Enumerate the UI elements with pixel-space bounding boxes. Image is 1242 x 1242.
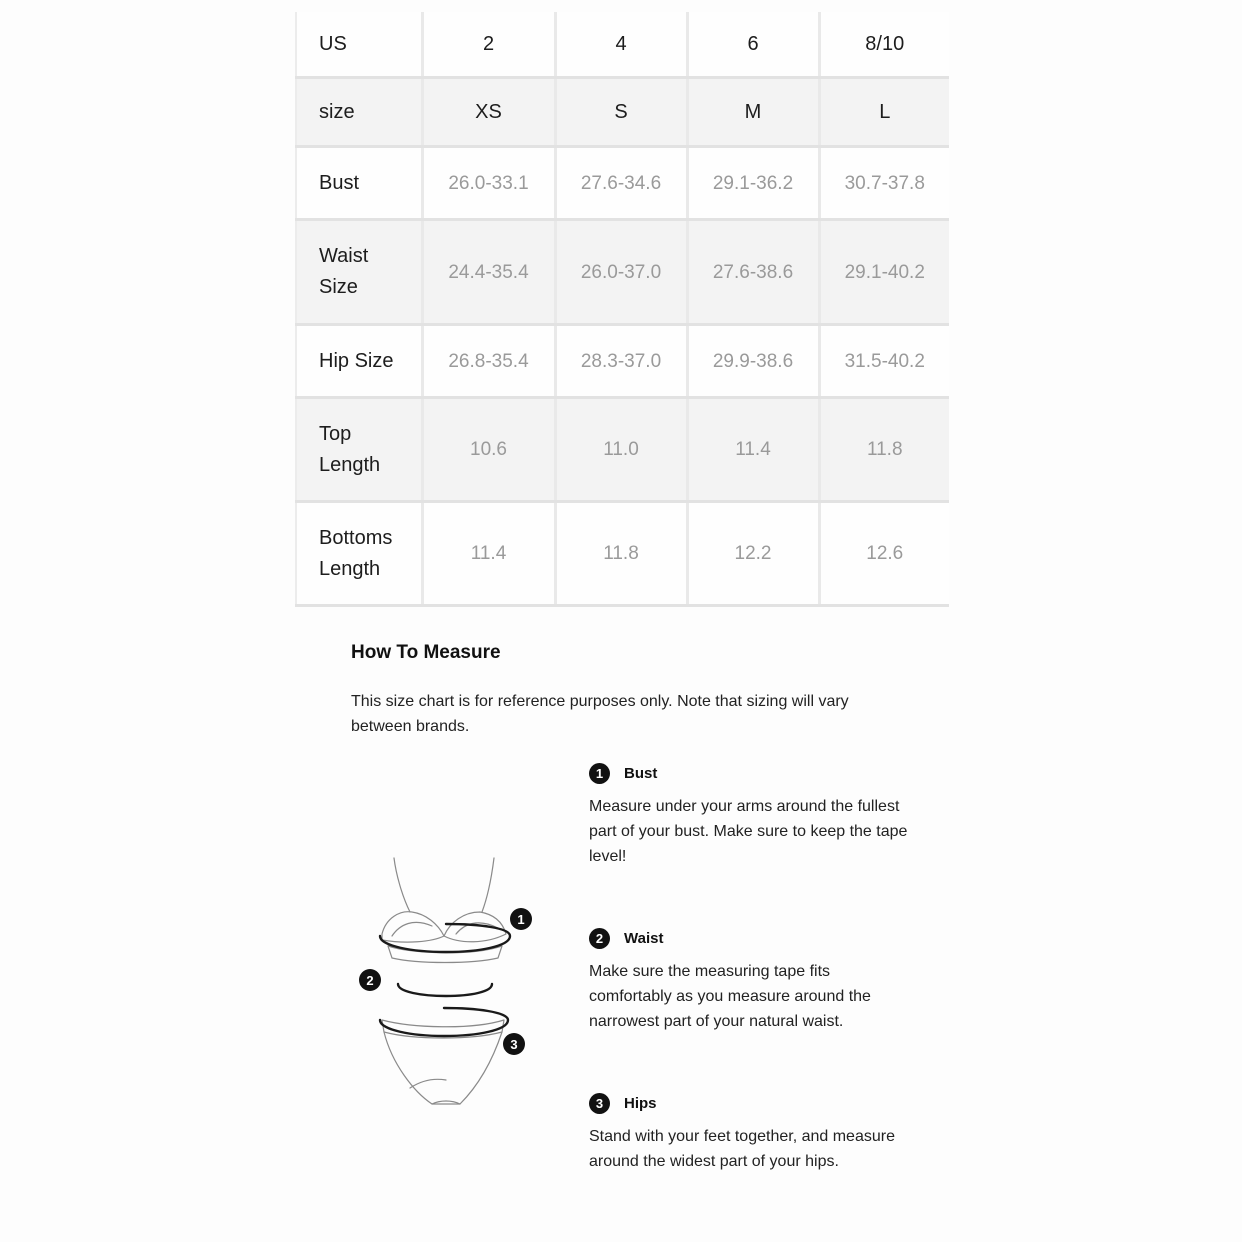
row-label-line: Length [319,453,381,476]
step-waist [589,927,909,1034]
table-row-bust [296,147,949,220]
step-number-badge: 2 [589,928,610,949]
marker-3-label: 3 [510,1037,518,1052]
waist-tape [398,984,492,996]
table-row-hip [296,325,949,398]
bottoms-length-value-cell: 11.8 [555,502,687,606]
us-size-cell: 2 [422,12,555,78]
size-chart-table [295,12,949,607]
how-to-measure-title: How To Measure [351,642,501,663]
waist-value-cell: 27.6-38.6 [687,220,819,325]
row-label-us: US [296,12,422,78]
step-description: Measure under your arms around the fullest part of your bust. Make sure to keep the tape level! [589,798,908,865]
row-label-line: Length [319,557,381,580]
step-header [589,762,909,784]
marker-2-icon [359,969,381,991]
size-letter-cell: L [819,78,949,147]
row-label-size: size [296,78,422,147]
marker-2-label: 2 [366,973,374,988]
bottoms-body [384,1032,502,1104]
table-row-size [296,78,949,147]
right-strap [482,858,494,912]
step-header [589,927,909,949]
row-label-line: Size [319,276,358,298]
waist-value-cell: 26.0-37.0 [555,220,687,325]
marker-1-label: 1 [517,912,525,927]
row-label-bust: Bust [296,147,422,220]
bust-value-cell: 27.6-34.6 [555,147,687,220]
step-title: Waist [624,929,664,947]
hip-value-cell: 28.3-37.0 [555,325,687,398]
us-size-cell: 8/10 [819,12,949,78]
size-letter-cell: XS [422,78,555,147]
step-title: Bust [624,764,658,782]
table-row-waist [296,220,949,325]
step-number-badge: 1 [589,763,610,784]
bust-value-cell: 30.7-37.8 [819,147,949,220]
hip-value-cell: 29.9-38.6 [687,325,819,398]
bottoms-length-value-cell: 12.2 [687,502,819,606]
row-label-line: Top [319,422,352,445]
row-label-line: Waist [319,245,369,267]
left-cup [382,912,444,942]
bottoms-length-value-cell: 11.4 [422,502,555,606]
row-label-top-length [296,398,422,502]
hip-value-cell: 31.5-40.2 [819,325,949,398]
left-strap [394,858,410,912]
top-length-value-cell: 11.8 [819,398,949,502]
us-size-cell: 4 [555,12,687,78]
row-label-waist [296,220,422,325]
row-label-line: Bottoms [319,526,393,549]
bikini-measure-illustration [352,852,542,1112]
step-title: Hips [624,1094,657,1112]
marker-3-icon [503,1033,525,1055]
size-letter-cell: M [687,78,819,147]
step-header [589,1092,909,1114]
waist-value-cell: 24.4-35.4 [422,220,555,325]
table-row-us [296,12,949,78]
bottoms-length-value-cell: 12.6 [819,502,949,606]
step-number-badge: 3 [589,1093,610,1114]
step-description: Make sure the measuring tape fits comfortably as you measure around the narrowest part of your natural waist. [589,963,871,1030]
marker-1-icon [510,908,532,930]
us-size-cell: 6 [687,12,819,78]
row-label-hip: Hip Size [296,325,422,398]
row-label-bottoms-length [296,502,422,606]
step-description: Stand with your feet together, and measure around the widest part of your hips. [589,1128,895,1170]
bust-value-cell: 26.0-33.1 [422,147,555,220]
table-row-bottoms-length [296,502,949,606]
hip-tape [380,1008,508,1036]
step-hips [589,1092,909,1174]
step-bust [589,762,909,869]
top-length-value-cell: 11.4 [687,398,819,502]
waist-value-cell: 29.1-40.2 [819,220,949,325]
bust-value-cell: 29.1-36.2 [687,147,819,220]
top-length-value-cell: 10.6 [422,398,555,502]
how-to-measure-intro: This size chart is for reference purposes only. Note that sizing will vary between brands. [351,693,849,735]
size-letter-cell: S [555,78,687,147]
top-length-value-cell: 11.0 [555,398,687,502]
table-row-top-length [296,398,949,502]
hip-value-cell: 26.8-35.4 [422,325,555,398]
